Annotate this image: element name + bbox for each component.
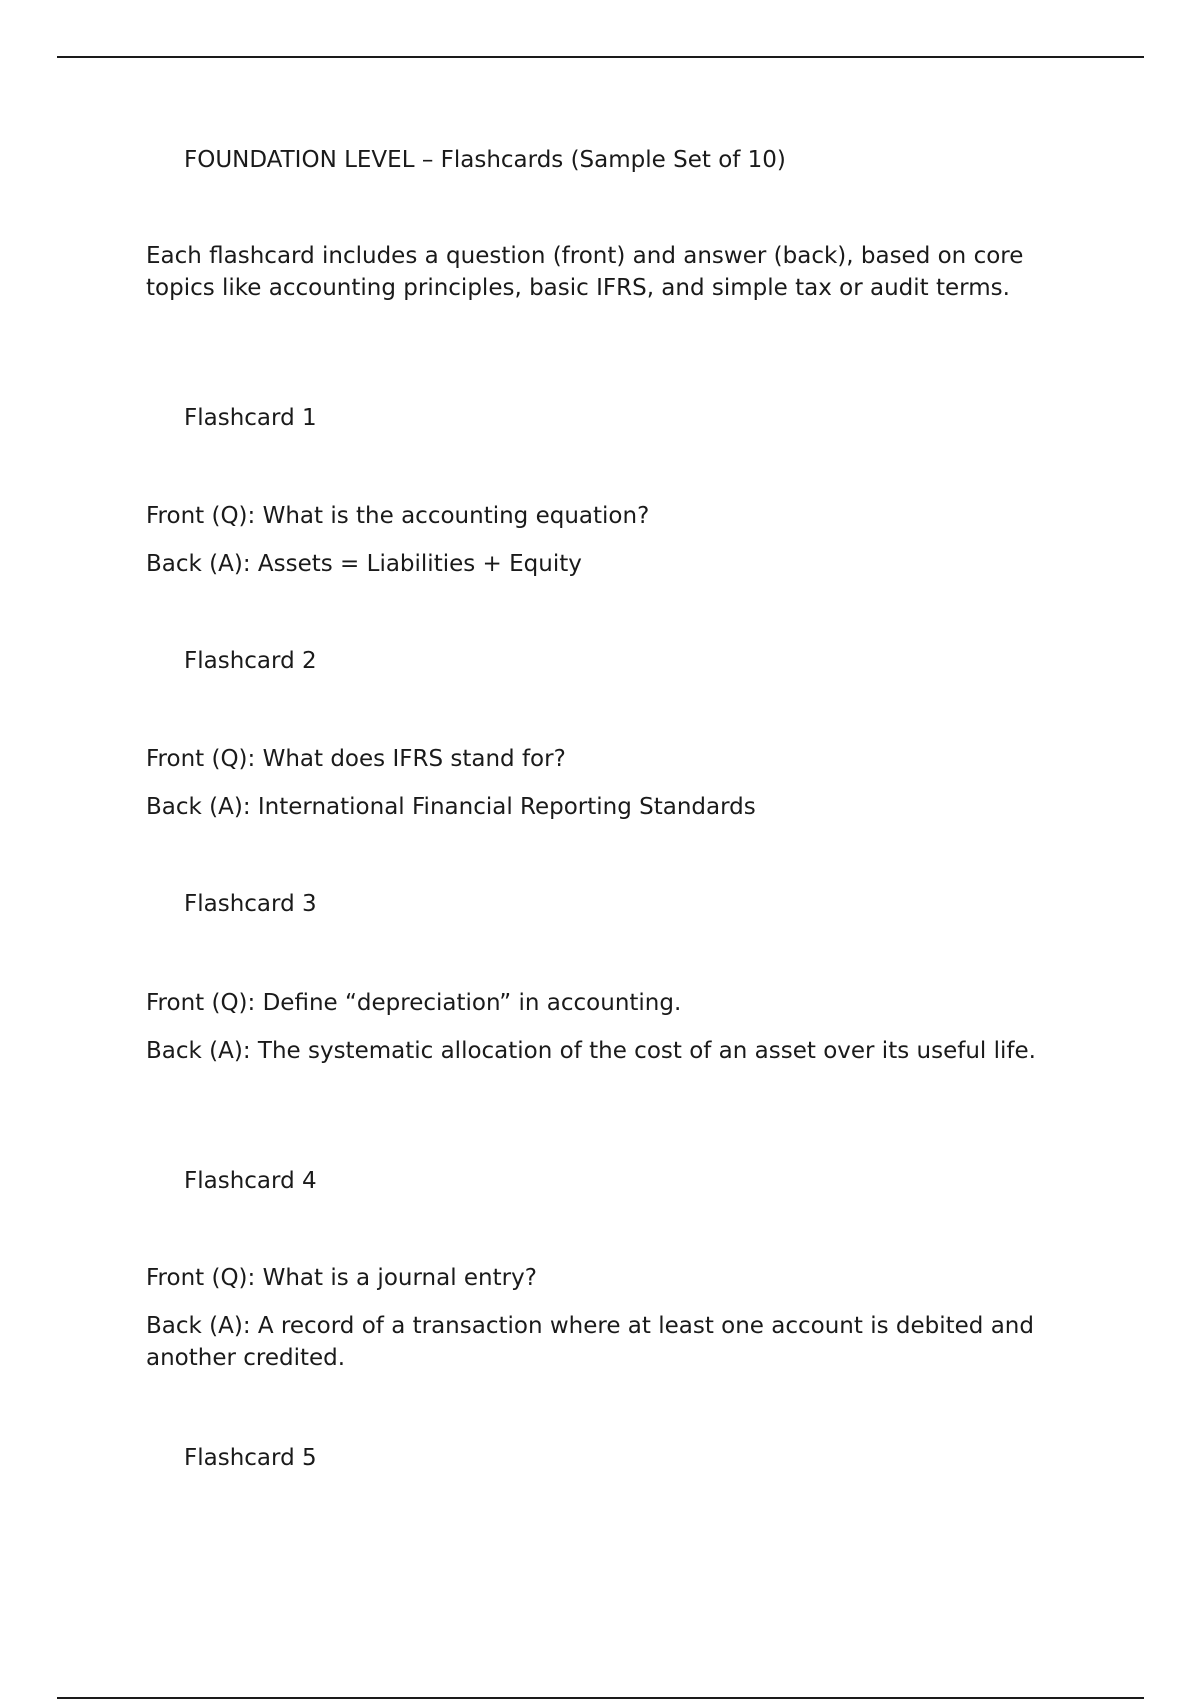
flashcard-2-front: Front (Q): What does IFRS stand for? bbox=[146, 746, 566, 772]
flashcard-2-heading: Flashcard 2 bbox=[184, 648, 317, 674]
flashcard-4-heading: Flashcard 4 bbox=[184, 1168, 317, 1194]
flashcard-1-back: Back (A): Assets = Liabilities + Equity bbox=[146, 551, 582, 577]
intro-paragraph: Each flashcard includes a question (front) and answer (back), based on core topics like accounting principles, basic IFRS, and simple tax or audit terms. bbox=[146, 243, 1024, 301]
flashcard-3-heading: Flashcard 3 bbox=[184, 891, 317, 917]
flashcard-4-back: Back (A): A record of a transaction where at least one account is debited and another credited. bbox=[146, 1313, 1034, 1371]
flashcard-1-front: Front (Q): What is the accounting equation? bbox=[146, 503, 650, 529]
flashcard-5-heading: Flashcard 5 bbox=[184, 1445, 317, 1471]
flashcard-4-front: Front (Q): What is a journal entry? bbox=[146, 1265, 537, 1291]
document-title: FOUNDATION LEVEL – Flashcards (Sample Set of 10) bbox=[184, 147, 786, 173]
top-rule bbox=[57, 56, 1144, 58]
flashcard-3-front: Front (Q): Define “depreciation” in accounting. bbox=[146, 990, 682, 1016]
flashcard-3-back: Back (A): The systematic allocation of the cost of an asset over its useful life. bbox=[146, 1038, 1036, 1064]
flashcard-2-back: Back (A): International Financial Reporting Standards bbox=[146, 794, 756, 820]
bottom-rule bbox=[57, 1697, 1144, 1699]
flashcard-1-heading: Flashcard 1 bbox=[184, 405, 317, 431]
